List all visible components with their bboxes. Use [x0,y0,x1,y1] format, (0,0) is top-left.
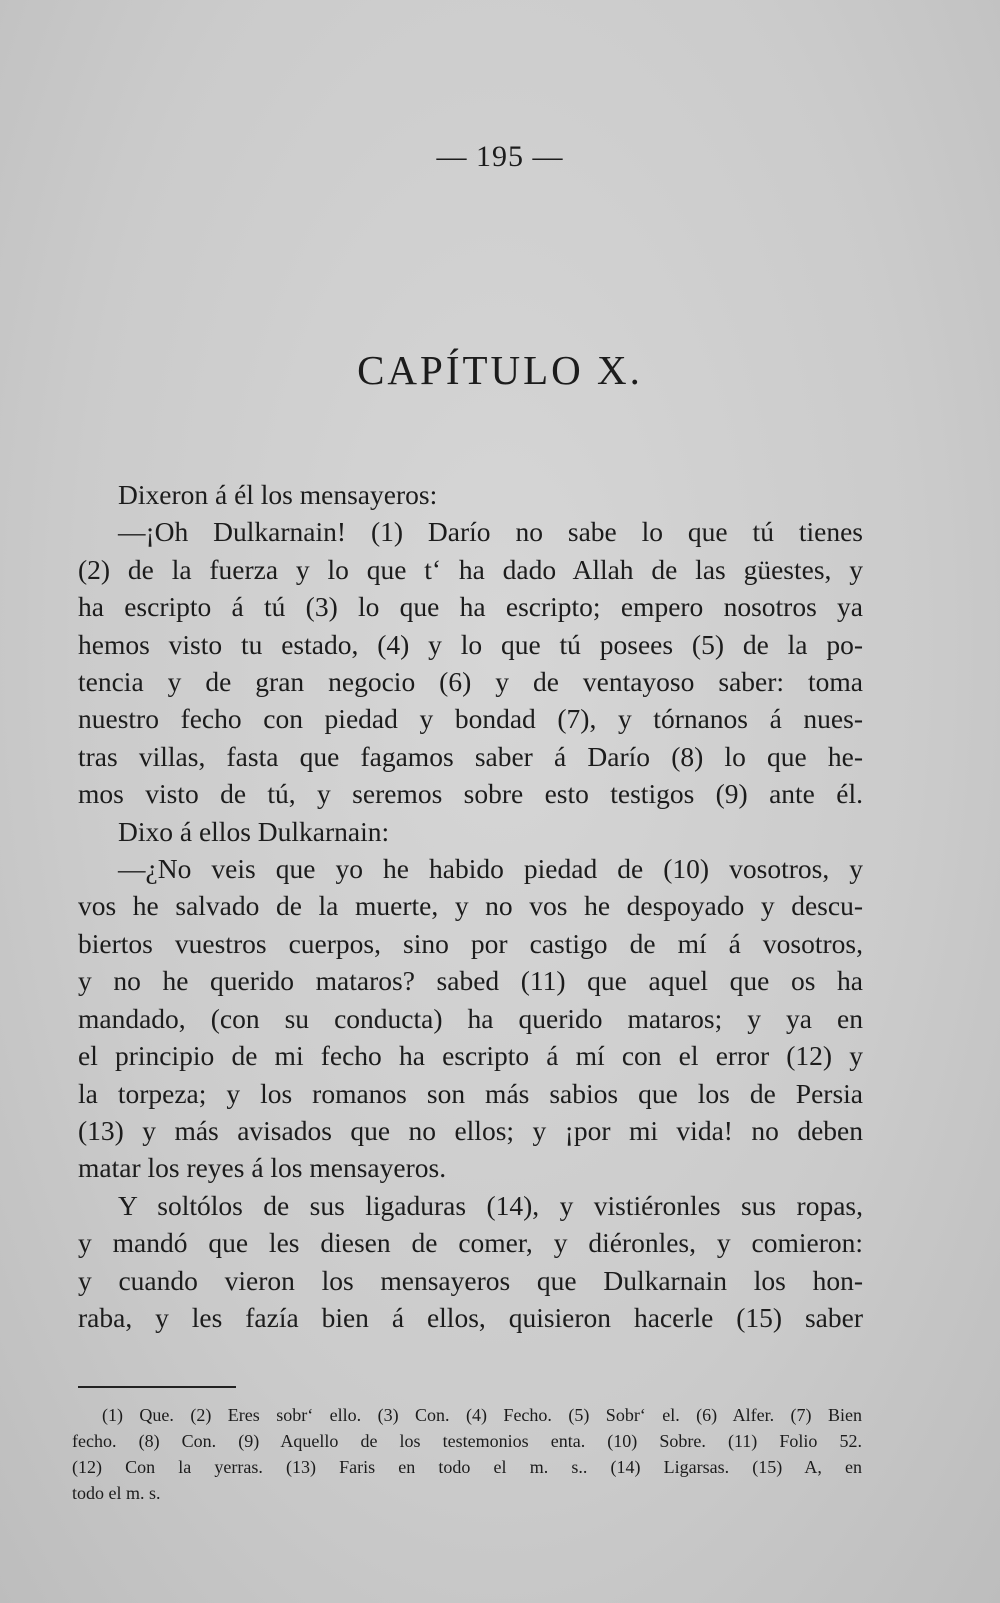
text-line: Dixeron á él los mensayeros: [118,479,438,510]
chapter-title: CAPÍTULO X. [357,347,643,393]
text-line: y cuando vieron los mensayeros que Dulkarnain los hon- [78,1264,863,1296]
text-line: Y soltólos de sus ligaduras (14), y vistiéronles sus ropas, [118,1189,863,1221]
footnote-line: (12) Con la yerras. (13) Faris en todo el m. s.. (14) Ligarsas. (15) A, en [72,1457,862,1477]
text-line: —¿No veis que yo he habido piedad de (10) vosotros, y [118,853,863,885]
text-line: mandado, (con su conducta) ha querido mataros; y ya en [78,1002,863,1034]
text-line: (2) de la fuerza y lo que t‘ ha dado Allah de las güestes, y [78,553,863,585]
text-line: vos he salvado de la muerte, y no vos he despoyado y descu- [78,890,863,922]
text-line: y mandó que les diesen de comer, y diéronles, y comieron: [78,1227,863,1259]
text-line: —¡Oh Dulkarnain! (1) Darío no sabe lo que tú tienes [118,516,863,548]
text-line: raba, y les fazía bien á ellos, quisieron hacerle (15) saber [78,1301,863,1333]
text-line: ha escripto á tú (3) lo que ha escripto; empero nosotros ya [78,591,863,623]
footnote-divider [78,1386,236,1388]
text-line: (13) y más avisados que no ellos; y ¡por mi vida! no deben [78,1114,863,1146]
text-line: nuestro fecho con piedad y bondad (7), y tórnanos á nues- [78,703,863,735]
page-number: — 195 — [436,140,564,173]
text-line: hemos visto tu estado, (4) y lo que tú posees (5) de la po- [78,628,863,660]
footnotes [72,1402,862,1506]
text-line: Dixo á ellos Dulkarnain: [118,815,390,847]
text-line: tras villas, fasta que fagamos saber á Darío (8) lo que he- [78,740,863,772]
footnote-line: todo el m. s. [72,1483,161,1503]
body-text [78,476,863,1336]
text-line: biertos vuestros cuerpos, sino por castigo de mí á vosotros, [78,927,863,959]
text-line: matar los reyes á los mensayeros. [78,1152,447,1184]
text-line: la torpeza; y los romanos son más sabios que los de Persia [78,1077,863,1109]
footnote-line: fecho. (8) Con. (9) Aquello de los testemonios enta. (10) Sobre. (11) Folio 52. [72,1431,862,1451]
text-line: el principio de mi fecho ha escripto á mí con el error (12) y [78,1040,863,1072]
footnote-line: (1) Que. (2) Eres sobr‘ ello. (3) Con. (4) Fecho. (5) Sobr‘ el. (6) Alfer. (7) Bien [102,1405,862,1425]
text-line: mos visto de tú, y seremos sobre esto testigos (9) ante él. [78,778,863,810]
text-line: y no he querido mataros? sabed (11) que aquel que os ha [78,965,863,997]
text-line: tencia y de gran negocio (6) y de ventayoso saber: toma [78,666,863,698]
